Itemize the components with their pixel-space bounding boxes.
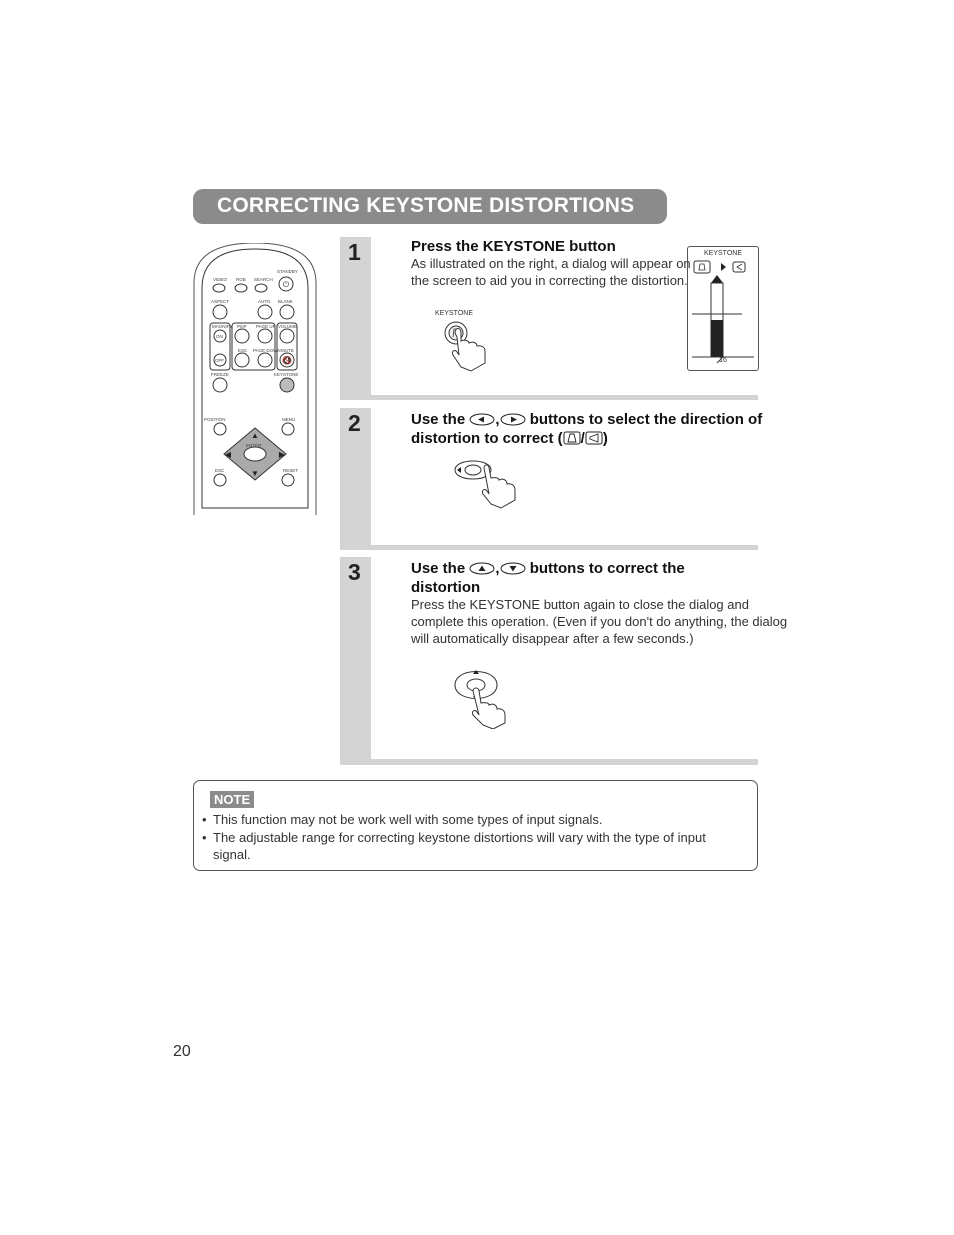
svg-text:VOLUME: VOLUME [278, 324, 298, 329]
section-title: CORRECTING KEYSTONE DISTORTIONS [217, 194, 635, 217]
svg-text:ESC: ESC [215, 468, 225, 473]
svg-text:PAGE UP: PAGE UP [256, 324, 276, 329]
svg-text:SEARCH: SEARCH [254, 277, 273, 282]
svg-text:RGB: RGB [236, 277, 246, 282]
step-number: 1 [348, 239, 361, 265]
note-box [193, 780, 758, 871]
keystone-dialog [687, 246, 759, 371]
step-1-body: As illustrated on the right, a dialog will appear on the screen to aid you in correcting the distortion. [411, 256, 691, 288]
svg-text:STANDBY: STANDBY [277, 269, 298, 274]
step-1-panel [340, 237, 758, 400]
svg-text:MENU: MENU [282, 417, 296, 422]
step-3-content [371, 557, 788, 759]
keystone-dialog-title: KEYSTONE [704, 250, 742, 257]
svg-text:ASPECT: ASPECT [211, 299, 230, 304]
step-number: 3 [348, 559, 361, 585]
svg-text:◀: ◀ [224, 450, 232, 459]
step-3-heading: Use the , buttons to correct the distortion [411, 560, 685, 596]
svg-text:OFF: OFF [215, 358, 224, 363]
remote-control-illustration [193, 243, 318, 518]
vertical-keystone-icon [563, 431, 581, 445]
up-arrow-button-icon [469, 562, 495, 575]
horizontal-keystone-icon [585, 431, 603, 445]
svg-text:ENTER: ENTER [246, 443, 262, 448]
keystone-button-press-icon [441, 319, 493, 373]
svg-text:▲: ▲ [251, 431, 259, 440]
step-1-content [371, 237, 758, 395]
svg-text:FREEZE: FREEZE [211, 372, 229, 377]
up-down-button-press-icon [451, 665, 515, 729]
svg-text:POSITION: POSITION [204, 417, 226, 422]
left-right-button-press-icon [451, 456, 523, 510]
section-title-bar [193, 189, 667, 224]
svg-text:MUTE: MUTE [281, 348, 294, 353]
note-item: • This function may not be work well with some types of input signals. [202, 812, 603, 827]
note-item: • The adjustable range for correcting keystone distortions will vary with the type of input signal. [202, 829, 706, 862]
step-3-body: Press the KEYSTONE button again to close the dialog and complete this operation. (Even if you don't do anything, the dialog will automatically disappear after a few seconds.) [411, 597, 788, 646]
step-2-content [371, 408, 763, 545]
step-2-panel [340, 408, 763, 550]
step-1-heading: Press the KEYSTONE button [411, 238, 616, 255]
svg-text:▶: ▶ [278, 450, 286, 459]
page-number: 20 [173, 1043, 191, 1060]
svg-text:VIDEO: VIDEO [213, 277, 228, 282]
svg-text:RESET: RESET [283, 468, 299, 473]
step-number: 2 [348, 410, 361, 436]
step-3-panel [340, 557, 788, 765]
keystone-dialog-value: 16 [719, 357, 727, 364]
svg-text:PinP: PinP [237, 324, 247, 329]
step-2-heading: Use the , buttons to select the direction of distortion to correct ( / ) [411, 411, 763, 447]
svg-text:BLANK: BLANK [278, 299, 293, 304]
svg-text:ON: ON [216, 334, 223, 339]
keystone-button-label: KEYSTONE [435, 310, 473, 317]
left-arrow-button-icon [469, 413, 495, 426]
svg-text:⏻: ⏻ [282, 280, 290, 289]
svg-text:▼: ▼ [251, 469, 259, 478]
svg-text:PAGE DOWN: PAGE DOWN [253, 348, 281, 353]
svg-text:KEYSTONE: KEYSTONE [274, 372, 299, 377]
note-label: NOTE [210, 791, 254, 808]
svg-text:ESC: ESC [238, 348, 248, 353]
svg-text:🔇: 🔇 [282, 356, 292, 365]
svg-text:MAGNIFY: MAGNIFY [212, 324, 233, 329]
note-list [202, 811, 742, 864]
svg-text:AUTO: AUTO [258, 299, 271, 304]
right-arrow-button-icon [500, 413, 526, 426]
down-arrow-button-icon [500, 562, 526, 575]
